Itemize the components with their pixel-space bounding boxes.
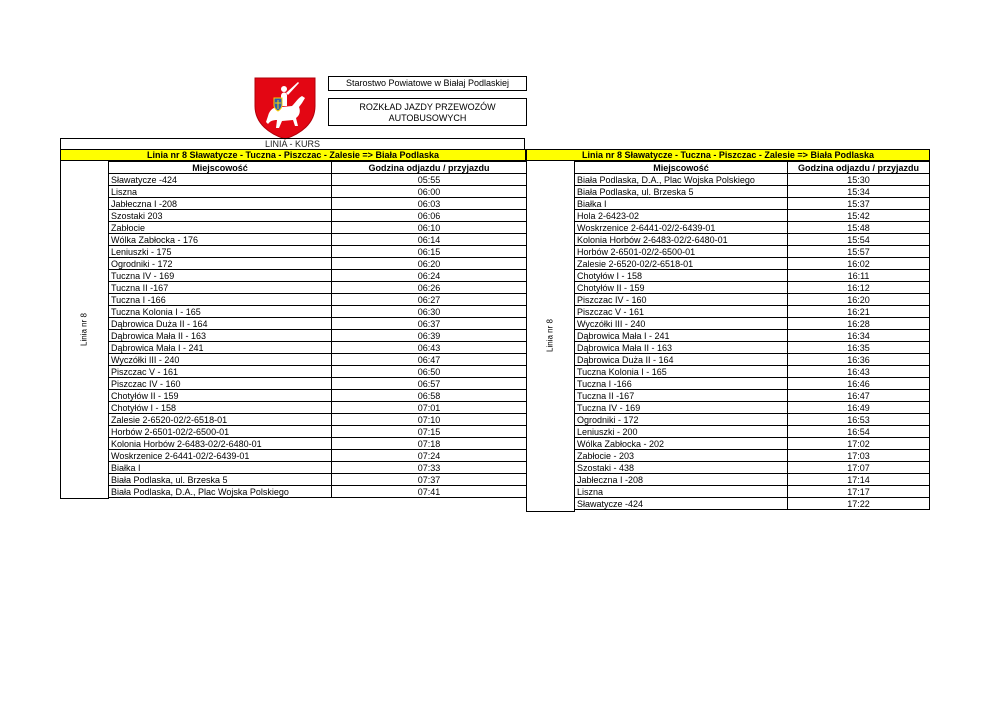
table-row bbox=[575, 378, 930, 390]
stop-name: Jabłeczna I -208 bbox=[575, 474, 788, 486]
table-row bbox=[109, 450, 527, 462]
departure-time: 07:01 bbox=[332, 402, 527, 414]
departure-time: 16:20 bbox=[788, 294, 930, 306]
page-title: ROZKŁAD JAZDY PRZEWOZÓW AUTOBUSOWYCH bbox=[328, 98, 527, 126]
departure-time: 16:53 bbox=[788, 414, 930, 426]
table-row bbox=[109, 378, 527, 390]
departure-time: 16:49 bbox=[788, 402, 930, 414]
departure-time: 06:58 bbox=[332, 390, 527, 402]
stop-name: Tuczna Kolonia I - 165 bbox=[575, 366, 788, 378]
table-row bbox=[575, 450, 930, 462]
departure-time: 06:27 bbox=[332, 294, 527, 306]
departure-time: 05:55 bbox=[332, 174, 527, 186]
stop-name: Horbów 2-6501-02/2-6500-01 bbox=[109, 426, 332, 438]
table-row bbox=[575, 438, 930, 450]
timetable-left bbox=[108, 161, 527, 498]
table-row bbox=[109, 402, 527, 414]
side-label-right: Linia nr 8 bbox=[545, 319, 555, 352]
departure-time: 17:03 bbox=[788, 450, 930, 462]
departure-time: 16:34 bbox=[788, 330, 930, 342]
departure-time: 06:10 bbox=[332, 222, 527, 234]
stop-name: Jabłeczna I -208 bbox=[109, 198, 332, 210]
departure-time: 06:03 bbox=[332, 198, 527, 210]
stop-name: Piszczac IV - 160 bbox=[575, 294, 788, 306]
table-row bbox=[109, 318, 527, 330]
departure-time: 06:14 bbox=[332, 234, 527, 246]
departure-time: 15:48 bbox=[788, 222, 930, 234]
table-row bbox=[109, 354, 527, 366]
stop-name: Liszna bbox=[109, 186, 332, 198]
stop-name: Kolonia Horbów 2-6483-02/2-6480-01 bbox=[575, 234, 788, 246]
timetable-right bbox=[574, 161, 930, 510]
departure-time: 16:54 bbox=[788, 426, 930, 438]
stop-name: Chotyłów II - 159 bbox=[109, 390, 332, 402]
table-row bbox=[575, 174, 930, 186]
table-row bbox=[575, 330, 930, 342]
stop-name: Woskrzenice 2-6441-02/2-6439-01 bbox=[575, 222, 788, 234]
side-label-left: Linia nr 8 bbox=[79, 313, 89, 346]
stop-name: Piszczac V - 161 bbox=[109, 366, 332, 378]
table-row bbox=[575, 402, 930, 414]
table-row bbox=[109, 366, 527, 378]
table-row bbox=[575, 390, 930, 402]
table-row bbox=[575, 486, 930, 498]
stop-name: Sławatycze -424 bbox=[575, 498, 788, 510]
table-row bbox=[575, 426, 930, 438]
departure-time: 15:42 bbox=[788, 210, 930, 222]
departure-time: 06:50 bbox=[332, 366, 527, 378]
table-row bbox=[109, 198, 527, 210]
table-row bbox=[109, 474, 527, 486]
table-row bbox=[575, 498, 930, 510]
table-row bbox=[109, 486, 527, 498]
departure-time: 15:54 bbox=[788, 234, 930, 246]
table-row bbox=[109, 258, 527, 270]
stop-name: Piszczac V - 161 bbox=[575, 306, 788, 318]
column-header-place: Miejscowość bbox=[109, 162, 332, 174]
stop-name: Dąbrowica Duża II - 164 bbox=[109, 318, 332, 330]
column-header-time: Godzina odjazdu / przyjazdu bbox=[332, 162, 527, 174]
stop-name: Zabłocie bbox=[109, 222, 332, 234]
departure-time: 16:35 bbox=[788, 342, 930, 354]
route-title-right: Linia nr 8 Sławatycze - Tuczna - Piszczac - Zalesie => Biała Podlaska bbox=[526, 149, 930, 161]
stop-name: Wólka Zabłocka - 202 bbox=[575, 438, 788, 450]
departure-time: 07:33 bbox=[332, 462, 527, 474]
stop-name: Dąbrowica Mała II - 163 bbox=[109, 330, 332, 342]
departure-time: 15:34 bbox=[788, 186, 930, 198]
stop-name: Biała Podlaska, D.A., Plac Wojska Polskiego bbox=[575, 174, 788, 186]
table-row bbox=[575, 210, 930, 222]
stop-name: Biała Podlaska, ul. Brzeska 5 bbox=[109, 474, 332, 486]
table-row bbox=[575, 258, 930, 270]
departure-time: 16:47 bbox=[788, 390, 930, 402]
table-row bbox=[575, 282, 930, 294]
table-row bbox=[575, 186, 930, 198]
table-row bbox=[575, 414, 930, 426]
table-row bbox=[575, 306, 930, 318]
table-row bbox=[109, 234, 527, 246]
stop-name: Kolonia Horbów 2-6483-02/2-6480-01 bbox=[109, 438, 332, 450]
table-row bbox=[109, 270, 527, 282]
table-row bbox=[575, 294, 930, 306]
stop-name: Leniuszki - 200 bbox=[575, 426, 788, 438]
stop-name: Dąbrowica Mała II - 163 bbox=[575, 342, 788, 354]
departure-time: 17:14 bbox=[788, 474, 930, 486]
departure-time: 17:22 bbox=[788, 498, 930, 510]
table-row bbox=[109, 210, 527, 222]
stop-name: Wyczółki III - 240 bbox=[575, 318, 788, 330]
table-row bbox=[109, 414, 527, 426]
departure-time: 06:00 bbox=[332, 186, 527, 198]
stop-name: Horbów 2-6501-02/2-6500-01 bbox=[575, 246, 788, 258]
stop-name: Chotyłów I - 158 bbox=[575, 270, 788, 282]
departure-time: 06:15 bbox=[332, 246, 527, 258]
table-row bbox=[575, 222, 930, 234]
departure-time: 16:43 bbox=[788, 366, 930, 378]
departure-time: 15:57 bbox=[788, 246, 930, 258]
departure-time: 07:37 bbox=[332, 474, 527, 486]
stop-name: Piszczac IV - 160 bbox=[109, 378, 332, 390]
departure-time: 06:06 bbox=[332, 210, 527, 222]
departure-time: 06:24 bbox=[332, 270, 527, 282]
stop-name: Zalesie 2-6520-02/2-6518-01 bbox=[109, 414, 332, 426]
table-row bbox=[575, 198, 930, 210]
table-row bbox=[109, 426, 527, 438]
departure-time: 06:30 bbox=[332, 306, 527, 318]
stop-name: Szostaki 203 bbox=[109, 210, 332, 222]
table-row bbox=[109, 462, 527, 474]
table-row bbox=[109, 306, 527, 318]
departure-time: 06:39 bbox=[332, 330, 527, 342]
table-row bbox=[109, 246, 527, 258]
table-row bbox=[109, 390, 527, 402]
departure-time: 06:57 bbox=[332, 378, 527, 390]
stop-name: Tuczna I -166 bbox=[575, 378, 788, 390]
stop-name: Zalesie 2-6520-02/2-6518-01 bbox=[575, 258, 788, 270]
departure-time: 07:18 bbox=[332, 438, 527, 450]
stop-name: Woskrzenice 2-6441-02/2-6439-01 bbox=[109, 450, 332, 462]
stop-name: Leniuszki - 175 bbox=[109, 246, 332, 258]
stop-name: Wólka Zabłocka - 176 bbox=[109, 234, 332, 246]
departure-time: 16:12 bbox=[788, 282, 930, 294]
departure-time: 07:15 bbox=[332, 426, 527, 438]
stop-name: Dąbrowica Mała I - 241 bbox=[109, 342, 332, 354]
column-header-place: Miejscowość bbox=[575, 162, 788, 174]
table-row bbox=[109, 186, 527, 198]
table-row bbox=[575, 366, 930, 378]
table-row bbox=[109, 294, 527, 306]
table-row bbox=[109, 282, 527, 294]
stop-name: Szostaki - 438 bbox=[575, 462, 788, 474]
office-title: Starostwo Powiatowe w Białaj Podlaskiej bbox=[328, 76, 527, 91]
stop-name: Tuczna IV - 169 bbox=[575, 402, 788, 414]
departure-time: 16:11 bbox=[788, 270, 930, 282]
table-row bbox=[575, 270, 930, 282]
linia-kurs-label: LINIA - KURS bbox=[60, 138, 525, 149]
table-row bbox=[575, 474, 930, 486]
table-row bbox=[575, 234, 930, 246]
departure-time: 16:36 bbox=[788, 354, 930, 366]
stop-name: Białka I bbox=[575, 198, 788, 210]
table-row bbox=[575, 354, 930, 366]
stop-name: Tuczna Kolonia I - 165 bbox=[109, 306, 332, 318]
stop-name: Chotyłów I - 158 bbox=[109, 402, 332, 414]
departure-time: 06:20 bbox=[332, 258, 527, 270]
departure-time: 17:17 bbox=[788, 486, 930, 498]
stop-name: Tuczna II -167 bbox=[575, 390, 788, 402]
departure-time: 16:21 bbox=[788, 306, 930, 318]
stop-name: Biała Podlaska, D.A., Plac Wojska Polskiego bbox=[109, 486, 332, 498]
coat-of-arms-icon bbox=[252, 76, 318, 140]
stop-name: Chotyłów II - 159 bbox=[575, 282, 788, 294]
departure-time: 16:02 bbox=[788, 258, 930, 270]
departure-time: 15:30 bbox=[788, 174, 930, 186]
table-row bbox=[575, 318, 930, 330]
departure-time: 07:10 bbox=[332, 414, 527, 426]
departure-time: 17:02 bbox=[788, 438, 930, 450]
departure-time: 06:37 bbox=[332, 318, 527, 330]
departure-time: 16:46 bbox=[788, 378, 930, 390]
departure-time: 07:24 bbox=[332, 450, 527, 462]
route-title-left: Linia nr 8 Sławatycze - Tuczna - Piszczac - Zalesie => Biała Podlaska bbox=[60, 149, 526, 161]
departure-time: 16:28 bbox=[788, 318, 930, 330]
departure-time: 06:26 bbox=[332, 282, 527, 294]
stop-name: Ogrodniki - 172 bbox=[575, 414, 788, 426]
stop-name: Dąbrowica Mała I - 241 bbox=[575, 330, 788, 342]
table-row bbox=[575, 462, 930, 474]
table-row bbox=[575, 342, 930, 354]
departure-time: 07:41 bbox=[332, 486, 527, 498]
stop-name: Zabłocie - 203 bbox=[575, 450, 788, 462]
stop-name: Ogrodniki - 172 bbox=[109, 258, 332, 270]
table-row bbox=[109, 438, 527, 450]
table-row bbox=[109, 342, 527, 354]
stop-name: Wyczółki III - 240 bbox=[109, 354, 332, 366]
stop-name: Białka I bbox=[109, 462, 332, 474]
table-row bbox=[575, 246, 930, 258]
departure-time: 15:37 bbox=[788, 198, 930, 210]
table-row bbox=[109, 330, 527, 342]
stop-name: Sławatycze -424 bbox=[109, 174, 332, 186]
departure-time: 06:47 bbox=[332, 354, 527, 366]
stop-name: Liszna bbox=[575, 486, 788, 498]
table-row bbox=[109, 174, 527, 186]
stop-name: Tuczna IV - 169 bbox=[109, 270, 332, 282]
stop-name: Tuczna I -166 bbox=[109, 294, 332, 306]
stop-name: Hola 2-6423-02 bbox=[575, 210, 788, 222]
column-header-time: Godzina odjazdu / przyjazdu bbox=[788, 162, 930, 174]
table-row bbox=[109, 222, 527, 234]
stop-name: Biała Podlaska, ul. Brzeska 5 bbox=[575, 186, 788, 198]
departure-time: 17:07 bbox=[788, 462, 930, 474]
departure-time: 06:43 bbox=[332, 342, 527, 354]
stop-name: Tuczna II -167 bbox=[109, 282, 332, 294]
stop-name: Dąbrowica Duża II - 164 bbox=[575, 354, 788, 366]
